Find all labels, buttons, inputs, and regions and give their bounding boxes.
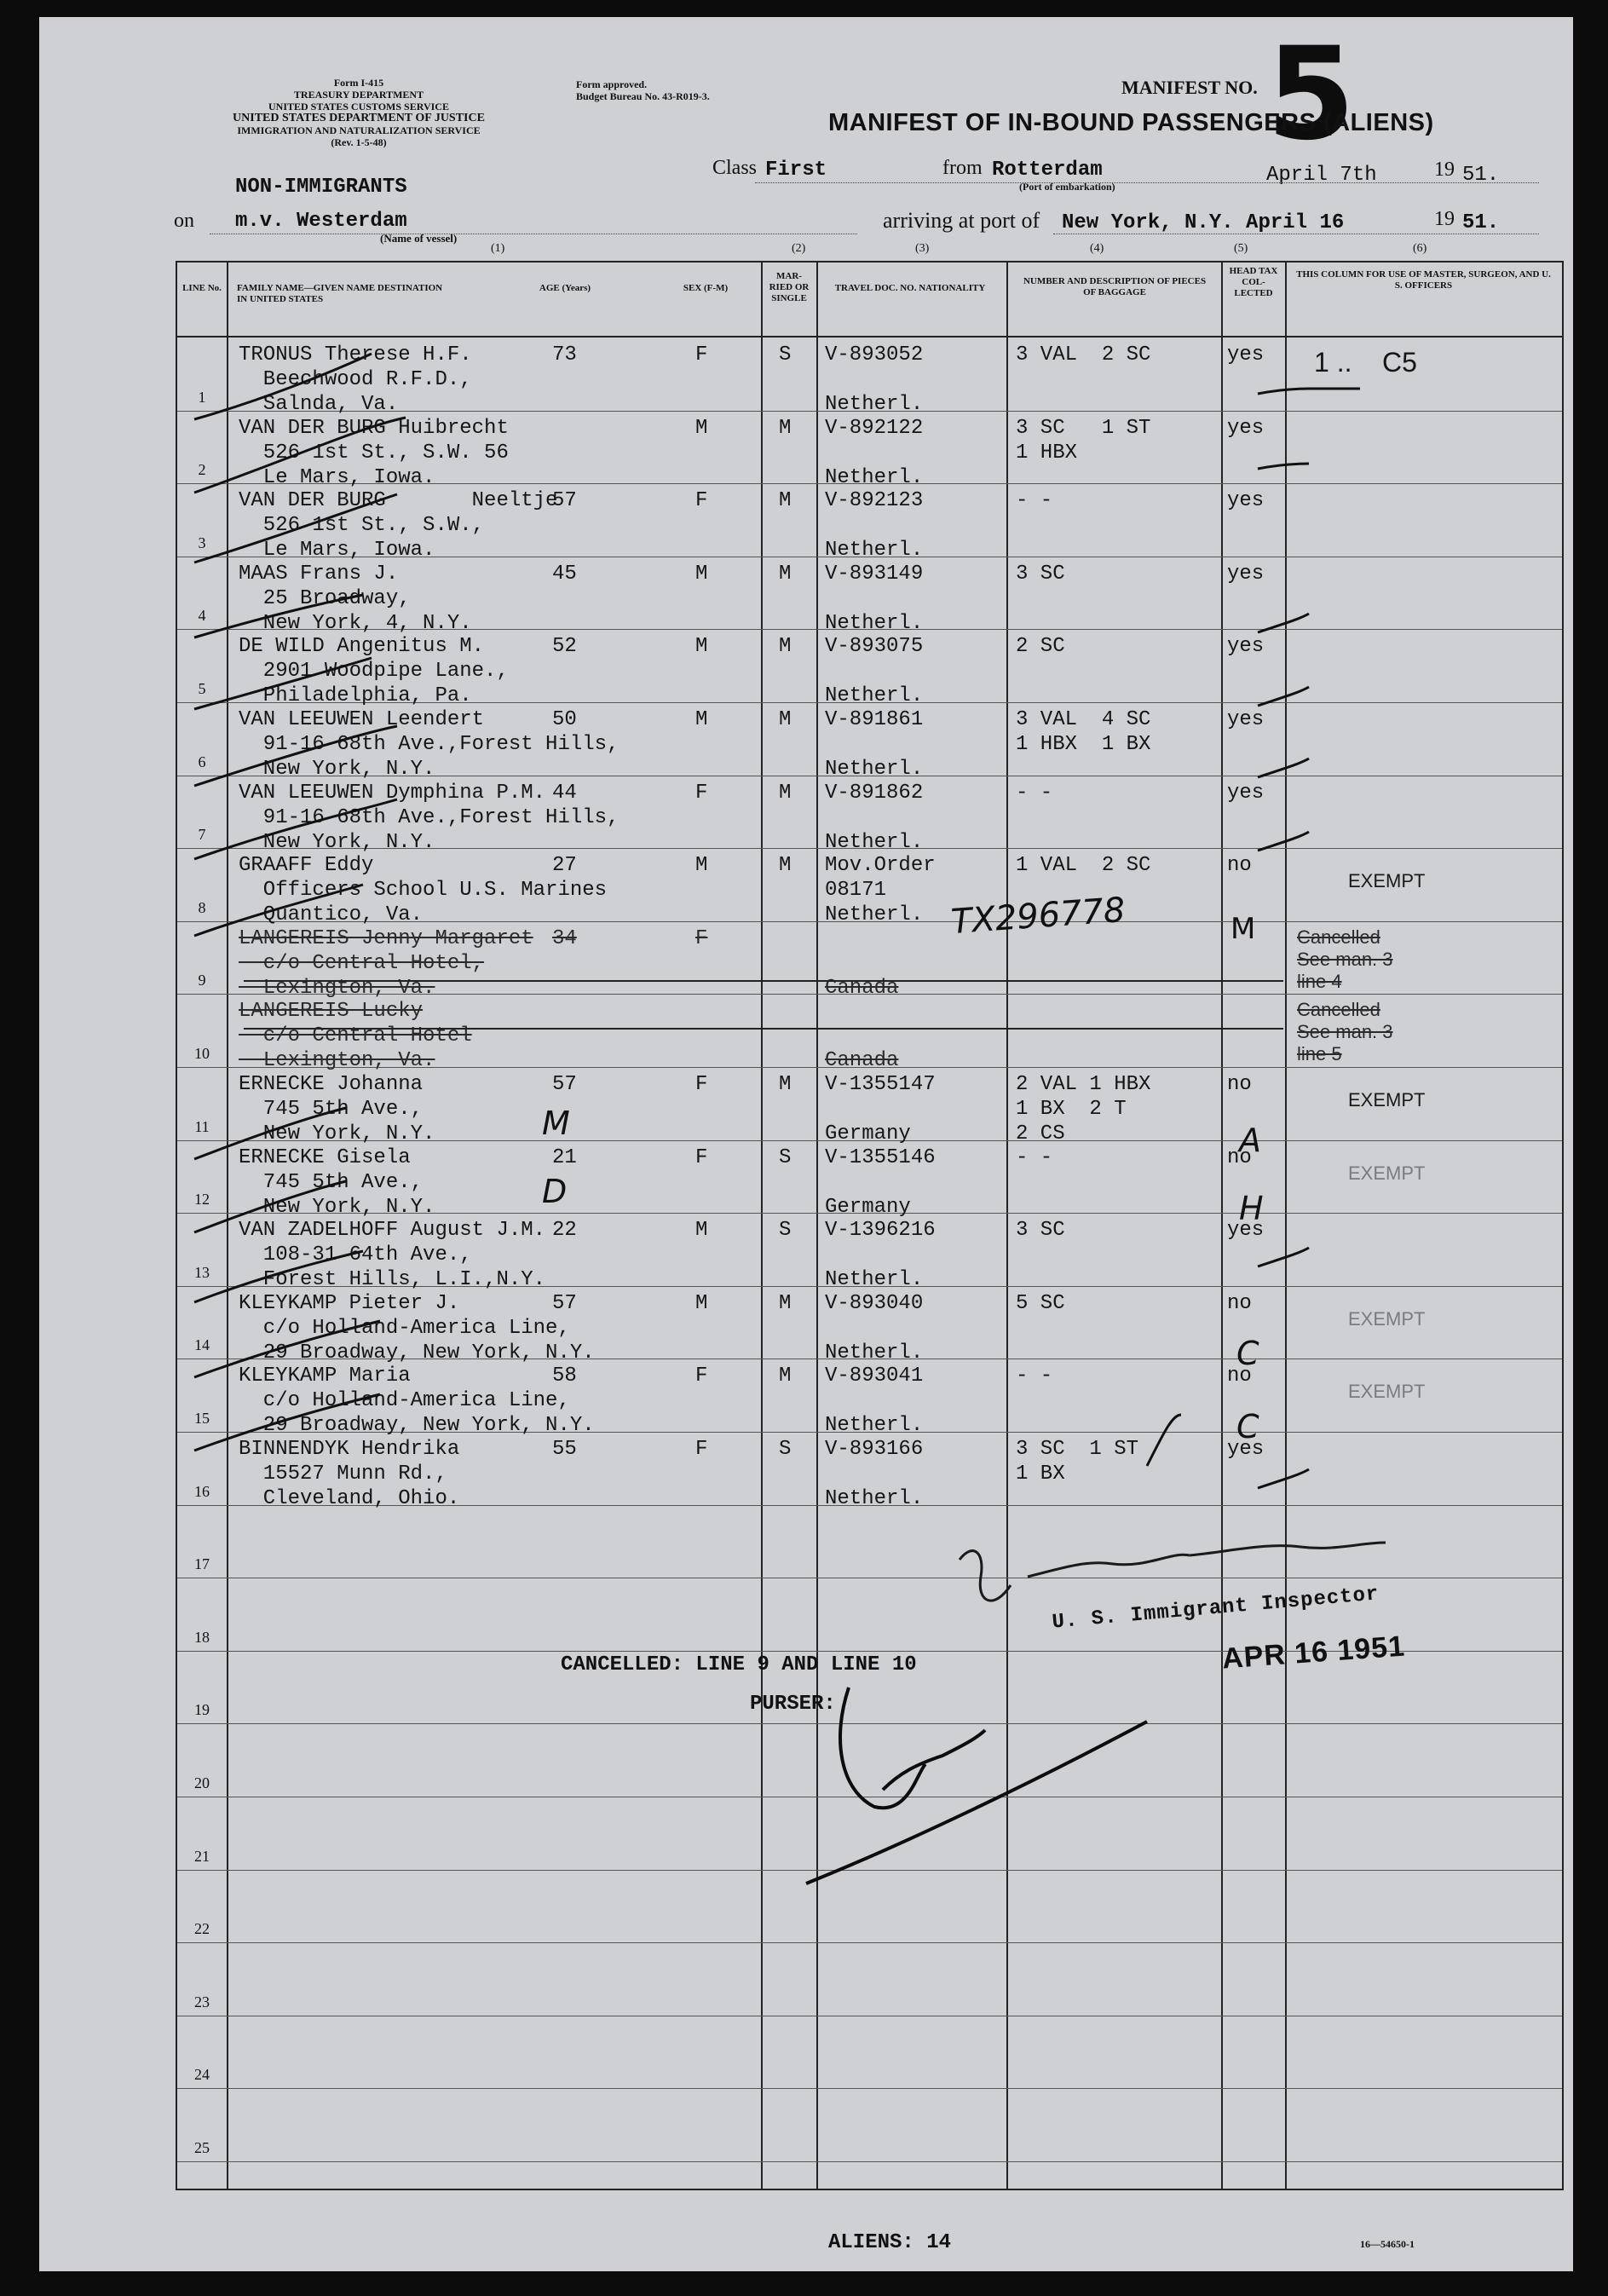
row-1-doc: V-893052 Netherl. [825,343,924,416]
hand-d: D [542,1173,568,1210]
row-10-name: LANGEREIS Lucky c/o Central Hotel Lexington, Va. [239,1000,472,1073]
line-number: 2 [198,461,206,479]
check-mark [194,799,397,859]
line-number: 7 [198,826,206,844]
aliens-total: ALIENS: 14 [828,2231,952,2254]
row-14-tax: no [1227,1291,1252,1315]
row-3-age: 57 [552,489,577,513]
line-number: 25 [194,2139,210,2156]
row-13-age: 22 [552,1219,577,1243]
row-7-name: VAN LEEUWEN Dymphina P.M. 91-16 68th Ave.,Forest Hills, New York, N.Y. [239,781,620,854]
cancelled-note: CANCELLED: LINE 9 AND LINE 10 [561,1653,917,1676]
hand-a: A [1239,1122,1261,1159]
vessel-name: m.v. Westerdam [235,210,407,233]
check-mark [194,1108,346,1159]
row-2-tax: yes [1227,416,1265,440]
check-mark [194,595,363,637]
row-5-bag: 2 SC [1016,635,1065,659]
row-8-doc: Mov.Order 08171 Netherl. [825,854,936,927]
col-number-2: (2) [792,242,806,255]
col-number-4: (4) [1090,242,1104,255]
row-1-tax: yes [1227,343,1265,366]
on-label: on [174,210,194,232]
row-12-sex: F [695,1145,708,1169]
line-number: 11 [194,1117,210,1135]
row-7-age: 44 [552,781,577,805]
row-1-bag: 3 VAL 2 SC [1016,343,1151,366]
row-14-bag: 5 SC [1016,1291,1065,1315]
line-number: 9 [198,972,206,989]
row-4-bag: 3 SC [1016,562,1065,586]
row-13-ms: S [779,1219,792,1243]
col-head-line: LINE No. [182,283,222,293]
row-10-doc: Canada [825,1049,899,1073]
row-4-doc: V-893149 Netherl. [825,562,924,635]
purser-signature [806,1687,1147,1884]
row-11-tax: no [1227,1073,1252,1096]
line-number: 13 [194,1263,210,1281]
col-head-travel: TRAVEL DOC. NO. NATIONALITY [834,283,986,293]
port-caption: (Port of embarkation) [1019,181,1115,193]
row-6-doc: V-891861 Netherl. [825,708,924,781]
row-6-age: 50 [552,708,577,731]
row-13-tax: yes [1227,1219,1265,1243]
from-label: from [942,157,983,179]
row-14-age: 57 [552,1291,577,1315]
line-number: 5 [198,680,206,697]
row-2-doc: V-892122 Netherl. [825,416,924,489]
row-9-note: Cancelled See man. 3 line 4 [1297,926,1393,992]
row-7-doc: V-891862 Netherl. [825,781,924,854]
row-6-name: VAN LEEUWEN Leendert 91-16 68th Ave.,Forest Hills, New York, N.Y. [239,708,620,781]
row-8-sex: M [695,854,708,878]
row-6-sex: M [695,708,708,731]
row-13-doc: V-1396216 Netherl. [825,1219,936,1292]
row-11-name: ERNECKE Johanna 745 5th Ave., New York, N.Y. [239,1073,435,1145]
line-number: 19 [194,1701,210,1719]
row-3-bag: - - [1016,489,1053,513]
row-1-name: TRONUS Therese H.F. Beechwood R.F.D., Salnda, Va. [239,343,472,416]
row-16-ms: S [779,1438,792,1461]
check-mark [1258,389,1309,394]
check-mark [194,658,372,709]
vessel-caption: (Name of vessel) [380,232,458,245]
row-8-tax: no [1227,854,1252,878]
row-15-note: EXEMPT [1348,1381,1426,1403]
row-6-ms: M [779,708,792,731]
line-number: 16 [194,1482,210,1500]
row-14-note: EXEMPT [1348,1307,1426,1330]
row-7-ms: M [779,781,792,805]
row-4-name: MAAS Frans J. 25 Broadway, New York, 4, N.Y. [239,562,472,635]
arrival-year-prefix: 19 [1434,208,1455,230]
class-label: Class [712,157,758,179]
row-5-ms: M [779,635,792,659]
row-11-ms: M [779,1073,792,1096]
row-7-bag: - - [1016,781,1053,805]
form-number: Form I-415 [333,77,384,89]
check-marks [39,17,1573,2271]
row-16-age: 55 [552,1438,577,1461]
row-1-age: 73 [552,343,577,366]
row-10-note: Cancelled See man. 3 line 5 [1297,999,1393,1065]
line-number: 20 [194,1774,210,1791]
line-number: 24 [194,2066,210,2084]
hand-h: H [1239,1190,1264,1227]
inspector-stamp: U. S. Immigrant Inspector [1051,1583,1380,1635]
line-number: 4 [198,607,206,625]
form-code: 16—54650-1 [1360,2238,1415,2250]
check-mark [1147,1415,1181,1466]
row-1-note: 1 .. C5 [1314,347,1417,378]
arriving-label: arriving at port of [883,208,1040,233]
row-13-sex: M [695,1219,708,1243]
row-11-doc: V-1355147 Germany [825,1073,936,1145]
line-number: 12 [194,1191,210,1209]
check-mark [194,1181,346,1232]
line-number: 18 [194,1628,210,1646]
row-1-ms: S [779,343,792,366]
row-16-name: BINNENDYK Hendrika 15527 Munn Rd., Cleveland, Ohio. [239,1438,460,1510]
row-3-tax: yes [1227,489,1265,513]
treasury-dept: TREASURY DEPARTMENT [293,89,424,101]
arrival-year: 51. [1462,211,1500,234]
row-3-sex: F [695,489,708,513]
row-6-tax: yes [1227,708,1265,731]
manifest-sheet [39,17,1573,2271]
check-mark [1258,614,1309,632]
col-head-name: FAMILY NAME—GIVEN NAME DESTINATION IN UNITED STATES [237,283,443,304]
row-1-sex: F [695,343,708,366]
col-head-sex: SEX (F-M) [683,283,729,293]
row-16-bag: 3 SC 1 ST 1 BX [1016,1438,1139,1485]
row-5-age: 52 [552,635,577,659]
row-12-doc: V-1355146 Germany [825,1145,936,1219]
budget-bureau: Budget Bureau No. 43-R019-3. [576,90,710,102]
line-number: 23 [194,1993,210,2010]
row-5-name: DE WILD Angenitus M. 2901 Woodpipe Lane., Philadelphia, Pa. [239,635,509,708]
departure-year: 51. [1462,164,1500,187]
row-3-doc: V-892123 Netherl. [825,489,924,562]
line-number: 21 [194,1847,210,1865]
row-4-ms: M [779,562,792,586]
row-16-sex: F [695,1438,708,1461]
row-12-note: EXEMPT [1348,1162,1426,1184]
row-5-sex: M [695,635,708,659]
row-11-sex: F [695,1073,708,1096]
line-number: 10 [194,1045,210,1062]
col-head-tax: HEAD TAX COL-LECTED [1229,266,1278,298]
check-mark [1258,687,1309,706]
check-mark [1258,759,1309,777]
class-value: First [765,159,827,182]
check-mark [1258,832,1309,851]
col-number-1: (1) [491,242,505,255]
line-number: 8 [198,898,206,916]
row-15-doc: V-893041 Netherl. [825,1364,924,1438]
row-12-age: 21 [552,1145,577,1169]
row-14-name: KLEYKAMP Pieter J. c/o Holland-America Line, 29 Broadway, New York, N.Y. [239,1291,595,1364]
row-14-ms: M [779,1291,792,1315]
justice-dept: UNITED STATES DEPARTMENT OF JUSTICE [233,112,485,124]
manifest-title: MANIFEST OF IN-BOUND PASSENGERS (ALIENS) [828,109,1434,136]
form-revision: (Rev. 1-5-48) [331,136,387,148]
row-15-name: KLEYKAMP Maria c/o Holland-America Line, 29 Broadway, New York, N.Y. [239,1364,595,1438]
line-number: 3 [198,534,206,551]
row-2-bag: 3 SC 1 ST 1 HBX [1016,416,1151,464]
col-head-age: AGE (Years) [539,283,591,293]
category-label: NON-IMMIGRANTS [235,176,407,199]
form-approved: Form approved. [576,78,648,90]
row-2-ms: M [779,416,792,440]
check-mark [1258,1469,1309,1488]
row-8-note: EXEMPT [1348,870,1426,892]
row-11-note: EXEMPT [1348,1089,1426,1111]
row-16-doc: V-893166 Netherl. [825,1438,924,1510]
row-8-ms: M [779,854,792,878]
row-15-tax: no [1227,1364,1252,1388]
departure-year-prefix: 19 [1434,159,1455,181]
col-number-6: (6) [1413,242,1427,255]
row-9-doc: Canada [825,976,899,1000]
row-15-sex: F [695,1364,708,1388]
row-7-tax: yes [1227,781,1265,805]
row-7-sex: F [695,781,708,805]
row-5-tax: yes [1227,635,1265,659]
check-mark [194,1394,380,1451]
line-number: 14 [194,1336,210,1354]
row-5-doc: V-893075 Netherl. [825,635,924,708]
row-13-bag: 3 SC [1016,1219,1065,1243]
arrival-port-date: New York, N.Y. April 16 [1062,211,1345,234]
check-mark [194,418,406,493]
row-15-ms: M [779,1364,792,1388]
row-14-sex: M [695,1291,708,1315]
row-4-tax: yes [1227,562,1265,586]
departure-date: April 7th [1266,164,1377,187]
check-mark [194,1321,380,1377]
row-2-name: VAN DER BURG Huibrecht 526 1st St., S.W. 56 Le Mars, Iowa. [239,416,509,489]
line-number: 17 [194,1555,210,1573]
row-13-name: VAN ZADELHOFF August J.M. 108-31 64th Ave., Forest Hills, L.I.,N.Y. [239,1219,546,1292]
line-number: 15 [194,1410,210,1427]
row-3-ms: M [779,489,792,513]
manifest-no-label: MANIFEST NO. [1121,77,1258,98]
row-9-age: 34 [552,926,577,950]
col-number-3: (3) [915,242,930,255]
hand-m-tax: M [1230,912,1256,946]
ins: IMMIGRATION AND NATURALIZATION SERVICE [237,124,481,136]
col-head-use: THIS COLUMN FOR USE OF MASTER, SURGEON, AND U. S. OFFICERS [1296,269,1551,291]
row-16-tax: yes [1227,1438,1265,1461]
line-number: 1 [198,388,206,406]
row-9-sex: F [695,926,708,950]
row-8-bag: 1 VAL 2 SC [1016,854,1151,878]
hand-c1: C [1236,1335,1259,1372]
row-11-age: 57 [552,1073,577,1096]
row-8-name: GRAAFF Eddy Officers School U.S. Marines Quantico, Va. [239,854,608,927]
row-4-age: 45 [552,562,577,586]
customs-service: UNITED STATES CUSTOMS SERVICE [268,101,449,112]
check-mark [194,494,397,562]
row-12-ms: S [779,1145,792,1169]
row-14-doc: V-893040 Netherl. [825,1291,924,1364]
row-2-sex: M [695,416,708,440]
line-number: 22 [194,1920,210,1938]
row-9-name: LANGEREIS Jenny Margaret c/o Central Hotel, Lexington, Va. [239,926,533,1000]
line-number: 6 [198,753,206,770]
col-number-5: (5) [1234,242,1248,255]
purser-label: PURSER: [750,1693,836,1716]
row-6-bag: 3 VAL 4 SC 1 HBX 1 BX [1016,708,1151,756]
from-value: Rotterdam [992,159,1103,182]
col-head-baggage: NUMBER AND DESCRIPTION OF PIECES OF BAGGAGE [1023,276,1207,297]
row-15-age: 58 [552,1364,577,1388]
ticket-number-handwritten: TX296778 [949,890,1127,943]
check-mark [1258,1248,1309,1266]
row-12-name: ERNECKE Gisela 745 5th Ave., New York, N.Y. [239,1145,435,1219]
row-12-bag: - - [1016,1145,1053,1169]
row-4-sex: M [695,562,708,586]
row-3-name: VAN DER BURG Neeltje 526 1st St., S.W., Le Mars, Iowa. [239,489,558,562]
row-15-bag: - - [1016,1364,1053,1388]
row-11-bag: 2 VAL 1 HBX 1 BX 2 T 2 CS [1016,1073,1151,1145]
check-mark [194,885,363,936]
date-stamp: APR 16 1951 [1220,1630,1407,1676]
check-mark [194,1251,363,1302]
row-8-age: 27 [552,854,577,878]
check-mark [194,354,372,419]
check-mark [194,726,397,786]
manifest-number: 5 [1266,20,1356,169]
hand-c2: C [1236,1408,1259,1445]
check-mark [1258,464,1309,469]
hand-m: M [542,1105,570,1142]
col-head-married: MAR-RIED OR SINGLE [769,271,810,303]
row-12-tax: no [1227,1145,1252,1169]
